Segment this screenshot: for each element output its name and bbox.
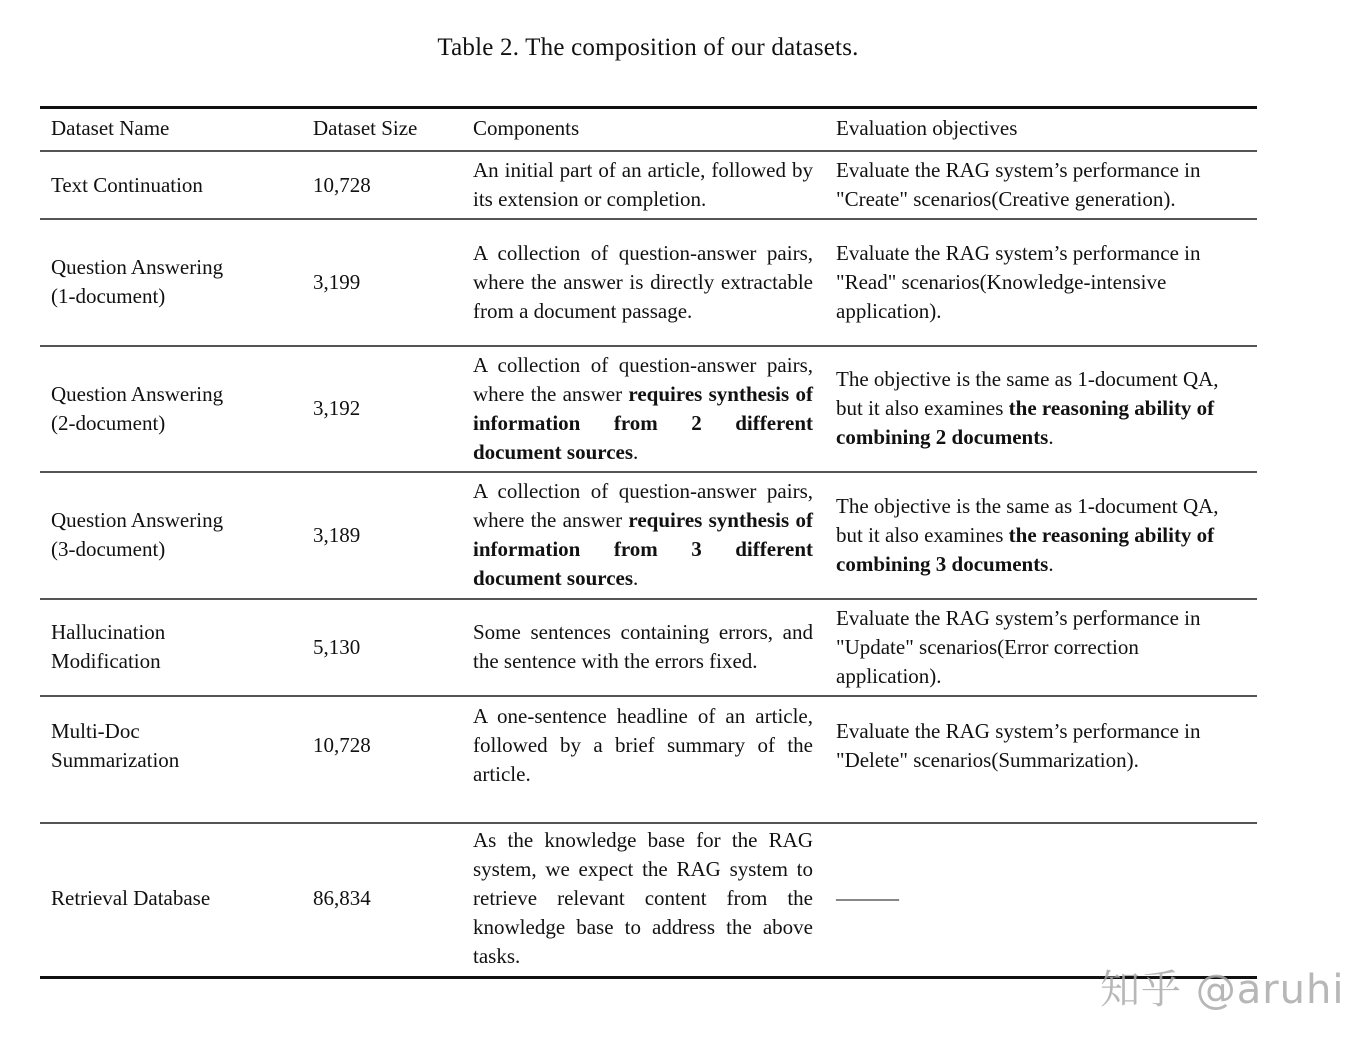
dataset-name-cell: [51, 219, 301, 345]
components-cell: [473, 346, 813, 471]
header-dataset-size: Dataset Size: [313, 116, 418, 140]
objectives-text: [836, 604, 1248, 691]
text-segment: The objective is the same as 1-document QA, but it also examines: [836, 367, 1219, 420]
evaluation-objectives-cell: [836, 696, 1248, 795]
dataset-name-line: Summarization: [51, 747, 180, 772]
text-segment: .: [633, 439, 639, 464]
dataset-size-cell: [313, 346, 463, 471]
components-text: [473, 618, 813, 676]
dataset-size-cell: [313, 472, 463, 598]
dataset-name-cell: [51, 599, 301, 695]
dataset-size-cell: [313, 219, 463, 345]
dataset-size-cell: [313, 599, 463, 695]
dataset-name-line: (3-document): [51, 537, 166, 561]
text-segment: As the knowledge base for the RAG system, we expect the RAG system to retrieve relevant content from the knowledge base to address the above tasks.: [473, 828, 813, 968]
dataset-size-cell: [313, 822, 463, 975]
watermark: 知乎 @aruhi: [1100, 967, 1345, 1013]
dataset-name-line: Multi-Doc: [51, 718, 140, 743]
objectives-text: [836, 492, 1248, 579]
text-segment: A one-sentence headline of an article, followed by a brief summary of the article.: [473, 704, 813, 786]
dataset-name-line: Modification: [51, 649, 161, 673]
dataset-name-line: Question Answering: [51, 381, 224, 406]
text-segment: ———: [836, 886, 899, 910]
dataset-name-cell: [51, 696, 301, 795]
top-rule: [40, 106, 1257, 109]
dataset-size-cell: [313, 696, 463, 795]
text-segment: A collection of question-answer pairs, where the answer: [473, 352, 813, 406]
dataset-name-line: (1-document): [51, 284, 166, 308]
text-segment: An initial part of an article, followed by its extension or completion.: [473, 158, 813, 211]
dataset-name-line: (2-document): [51, 410, 166, 435]
text-segment: Evaluate the RAG system’s performance in "Update" scenarios(Error correction application).: [836, 605, 1201, 688]
components-text: [473, 351, 813, 467]
dataset-size-value: 10,728: [313, 172, 371, 197]
dataset-name-line: Retrieval Database: [51, 886, 211, 910]
components-cell: [473, 152, 813, 218]
dataset-size-value: 5,130: [313, 634, 361, 659]
bottom-rule: [40, 976, 1257, 979]
text-segment: .: [633, 566, 639, 590]
components-text: [473, 826, 813, 971]
text-segment: Some sentences containing errors, and the sentence with the errors fixed.: [473, 620, 813, 673]
table-caption: Table 2. The composition of our datasets.: [437, 34, 859, 61]
objectives-text: [836, 239, 1248, 326]
dataset-name-line: Hallucination: [51, 620, 166, 644]
components-text: [473, 477, 813, 593]
row-separator: [40, 471, 1257, 473]
text-segment: Evaluate the RAG system’s performance in "Create" scenarios(Creative generation).: [836, 158, 1201, 211]
components-cell: [473, 599, 813, 695]
dataset-name-cell: [51, 822, 301, 975]
bold-text: the reasoning ability of combining 2 documents: [836, 396, 1215, 449]
text-segment: .: [1048, 551, 1054, 576]
components-text: [473, 702, 813, 789]
row-separator: [40, 345, 1257, 347]
row-separator: [40, 822, 1257, 824]
text-segment: The objective is the same as 1-document QA, but it also examines: [836, 493, 1219, 547]
dataset-name-cell: [51, 346, 301, 471]
components-cell: [473, 472, 813, 598]
objectives-text: [836, 156, 1248, 214]
objectives-text: [836, 717, 1248, 775]
row-separator: [40, 695, 1257, 697]
components-cell: [473, 822, 813, 975]
evaluation-objectives-cell: [836, 599, 1248, 695]
bold-text: the reasoning ability of combining 3 documents: [836, 522, 1215, 576]
dataset-name-cell: [51, 472, 301, 598]
dataset-name-line: Question Answering: [51, 255, 224, 279]
dataset-size-value: 10,728: [313, 733, 371, 757]
evaluation-objectives-cell: [836, 472, 1248, 598]
evaluation-objectives-cell: [836, 152, 1248, 218]
dataset-name-line: Text Continuation: [51, 172, 203, 197]
dataset-name-cell: [51, 152, 301, 218]
dataset-size-value: 3,192: [313, 396, 361, 420]
row-separator: [40, 218, 1257, 220]
row-separator: [40, 598, 1257, 600]
dataset-name-line: Question Answering: [51, 508, 224, 532]
evaluation-objectives-cell: [836, 219, 1248, 345]
text-segment: .: [1048, 425, 1054, 449]
text-segment: Evaluate the RAG system’s performance in "Delete" scenarios(Summarization).: [836, 718, 1201, 772]
header-dataset-name: Dataset Name: [51, 116, 170, 140]
objectives-text: [836, 365, 1248, 452]
components-cell: [473, 219, 813, 345]
components-text: [473, 156, 813, 214]
header-components: Components: [473, 116, 580, 140]
header-evaluation-objectives: Evaluation objectives: [836, 116, 1018, 140]
text-segment: A collection of question-answer pairs, where the answer: [473, 479, 813, 532]
text-segment: A collection of question-answer pairs, where the answer is directly extractable from a document passage.: [473, 240, 813, 323]
components-text: [473, 239, 813, 326]
text-segment: Evaluate the RAG system’s performance in "Read" scenarios(Knowledge-intensive application).: [836, 240, 1201, 323]
dataset-size-value: 3,199: [313, 269, 361, 294]
dataset-size-cell: [313, 152, 463, 218]
evaluation-objectives-cell: [836, 822, 1248, 975]
bold-text: requires synthesis of information from 3 different document sources: [473, 508, 813, 590]
objectives-text: [836, 884, 1248, 913]
bold-text: requires synthesis of information from 2 different document sources: [473, 381, 813, 464]
dataset-size-value: 86,834: [313, 886, 371, 910]
evaluation-objectives-cell: [836, 346, 1248, 471]
components-cell: [473, 696, 813, 795]
dataset-size-value: 3,189: [313, 522, 361, 547]
